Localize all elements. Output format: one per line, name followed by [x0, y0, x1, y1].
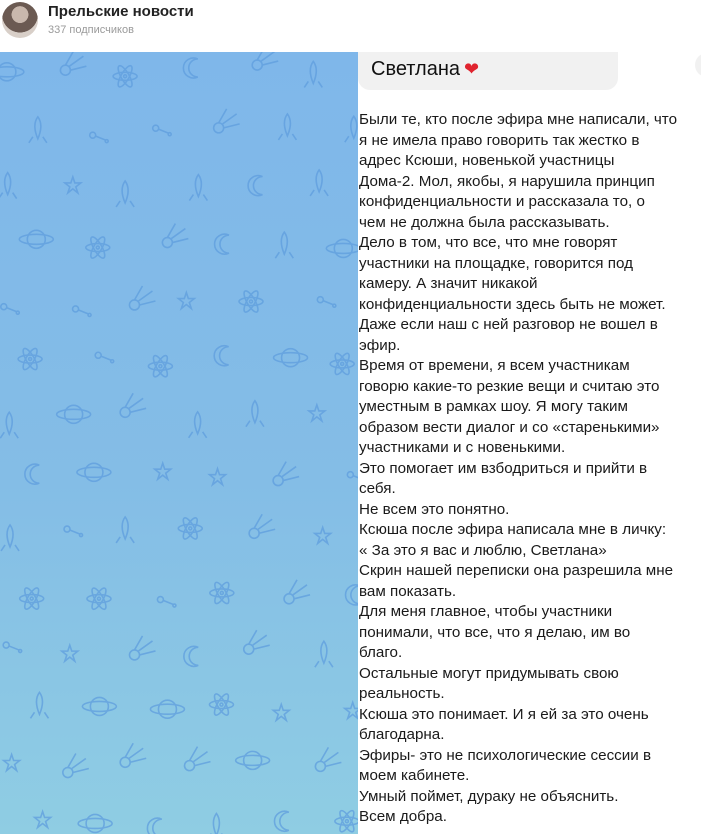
- rocket-doodle-icon: [116, 181, 134, 207]
- heart-icon: ❤: [463, 59, 480, 79]
- star-doodle-icon: [65, 177, 81, 193]
- post-body: [359, 110, 699, 828]
- rocket-doodle-icon: [310, 170, 328, 196]
- post-line: говорю какие-то резкие вещи и считаю это: [359, 377, 660, 395]
- rocket-doodle-icon: [207, 814, 225, 834]
- atom-doodle-icon: [209, 692, 233, 717]
- moon-doodle-icon: [25, 464, 39, 484]
- post-line: понимали, что все, что я делаю, им во: [359, 623, 631, 641]
- quote-author-name: [371, 58, 479, 81]
- ring-doodle-icon: [3, 642, 22, 653]
- post-line: образом вести диалог и со «старенькими»: [359, 418, 660, 436]
- post-line: Дома-2. Мол, якобы, я нарушила принцип: [359, 172, 655, 190]
- channel-header[interactable]: [0, 0, 701, 50]
- rocket-doodle-icon: [1, 525, 19, 551]
- comet-doodle-icon: [252, 52, 278, 70]
- comet-doodle-icon: [120, 743, 146, 767]
- post-line: « За это я вас и люблю, Светлана»: [359, 541, 607, 559]
- channel-avatar[interactable]: [2, 2, 38, 38]
- moon-doodle-icon: [248, 176, 262, 196]
- comet-doodle-icon: [185, 747, 211, 771]
- post-line: вам показать.: [359, 582, 457, 600]
- star-doodle-icon: [35, 811, 51, 827]
- atom-doodle-icon: [86, 235, 110, 260]
- rocket-doodle-icon: [189, 412, 207, 438]
- post-line: эфир.: [359, 336, 401, 354]
- star-doodle-icon: [4, 754, 20, 770]
- star-doodle-icon: [345, 702, 358, 718]
- post-line: Ксюша это понимает. И я ей за это очень: [359, 705, 649, 723]
- star-doodle-icon: [155, 463, 171, 479]
- post-line: чем не должна была рассказывать.: [359, 213, 610, 231]
- post-line: адрес Ксюши, новенькой участницы: [359, 152, 615, 169]
- chat-wallpaper: [0, 52, 358, 834]
- ring-doodle-icon: [95, 352, 114, 363]
- planet-doodle-icon: [150, 700, 184, 718]
- rocket-doodle-icon: [29, 117, 47, 143]
- star-doodle-icon: [309, 405, 325, 421]
- ring-doodle-icon: [317, 297, 336, 308]
- rocket-doodle-icon: [0, 173, 17, 199]
- star-doodle-icon: [178, 293, 194, 309]
- moon-doodle-icon: [274, 811, 288, 831]
- post-line: Время от времени, я всем участникам: [359, 357, 630, 374]
- post-line: реальность.: [359, 685, 445, 702]
- post-line: участники на площадке, говорится под: [359, 254, 633, 272]
- rocket-doodle-icon: [278, 114, 296, 140]
- rocket-doodle-icon: [116, 517, 134, 543]
- star-doodle-icon: [62, 645, 78, 661]
- quoted-header-card: [358, 52, 618, 90]
- post-line: благодарна.: [359, 726, 445, 743]
- moon-doodle-icon: [147, 818, 161, 834]
- planet-doodle-icon: [236, 751, 270, 769]
- planet-doodle-icon: [82, 697, 116, 715]
- comet-doodle-icon: [315, 747, 341, 771]
- post-line: Были те, кто после эфира мне написали, что: [359, 111, 678, 128]
- post-line: камеру. А значит никакой: [359, 275, 538, 292]
- rocket-doodle-icon: [315, 641, 333, 667]
- moon-doodle-icon: [215, 234, 229, 254]
- planet-doodle-icon: [274, 349, 308, 367]
- rocket-doodle-icon: [189, 175, 207, 201]
- planet-doodle-icon: [0, 63, 24, 81]
- atom-doodle-icon: [20, 586, 44, 611]
- post-line: конфиденциальности и рассказала то, о: [359, 193, 645, 210]
- ring-doodle-icon: [64, 526, 83, 537]
- comet-doodle-icon: [63, 754, 89, 778]
- planet-doodle-icon: [19, 230, 53, 248]
- comet-doodle-icon: [244, 630, 270, 654]
- rocket-doodle-icon: [246, 401, 264, 427]
- subscriber-count: 337 подписчиков: [48, 24, 134, 36]
- star-doodle-icon: [315, 527, 331, 543]
- post-line: Остальные могут придумывать свою: [359, 664, 619, 682]
- ring-doodle-icon: [1, 304, 20, 315]
- post-line: Это помогает им взбодриться и прийти в: [359, 459, 648, 477]
- atom-doodle-icon: [239, 289, 263, 314]
- post-line: уместным в рамках шоу. Я могу таким: [359, 398, 628, 415]
- atom-doodle-icon: [148, 354, 172, 379]
- comet-doodle-icon: [60, 52, 86, 75]
- planet-doodle-icon: [326, 239, 358, 257]
- ring-doodle-icon: [73, 306, 92, 317]
- rocket-doodle-icon: [30, 692, 48, 718]
- post-line: Дело в том, что все, что мне говорят: [359, 234, 618, 251]
- atom-doodle-icon: [87, 586, 111, 611]
- moon-doodle-icon: [184, 646, 198, 666]
- post-line: Умный поймет, дураку не объяснить.: [359, 787, 619, 805]
- atom-doodle-icon: [113, 64, 137, 89]
- channel-title[interactable]: Прельские новости: [48, 3, 194, 20]
- comet-doodle-icon: [214, 109, 240, 133]
- doodle-pattern: [0, 52, 358, 834]
- atom-doodle-icon: [335, 809, 358, 834]
- post-line: себя.: [359, 480, 396, 497]
- post-line: конфиденциальности здесь быть не может.: [359, 295, 666, 313]
- post-line: Не всем это понятно.: [359, 500, 510, 518]
- moon-doodle-icon: [214, 346, 228, 366]
- post-line: Даже если наш с ней разговор не вошел в: [359, 316, 658, 333]
- star-doodle-icon: [273, 704, 289, 720]
- ring-doodle-icon: [157, 597, 176, 608]
- moon-doodle-icon: [346, 585, 358, 605]
- ring-doodle-icon: [153, 125, 172, 136]
- atom-doodle-icon: [210, 581, 234, 606]
- comet-doodle-icon: [284, 580, 310, 604]
- rocket-doodle-icon: [345, 116, 358, 142]
- post-line: моем кабинете.: [359, 767, 470, 784]
- rocket-doodle-icon: [304, 61, 322, 87]
- post-line: благо.: [359, 644, 403, 661]
- ring-doodle-icon: [90, 132, 109, 143]
- post-line: я не имела право говорить так жестко в: [359, 131, 640, 149]
- quote-author-label: Светлана: [371, 58, 460, 80]
- atom-doodle-icon: [330, 352, 354, 377]
- planet-doodle-icon: [57, 405, 91, 423]
- planet-doodle-icon: [77, 463, 111, 481]
- comet-doodle-icon: [273, 462, 299, 486]
- rocket-doodle-icon: [0, 412, 18, 438]
- moon-doodle-icon: [183, 58, 197, 78]
- post-line: Всем добра.: [359, 808, 447, 825]
- rocket-doodle-icon: [275, 232, 293, 258]
- post-line: Ксюша после эфира написала мне в личку:: [359, 521, 667, 538]
- partial-round-button[interactable]: [695, 53, 701, 77]
- comet-doodle-icon: [120, 393, 146, 417]
- planet-doodle-icon: [78, 814, 112, 832]
- comet-doodle-icon: [249, 514, 275, 538]
- post-line: Для меня главное, чтобы участники: [359, 603, 613, 620]
- comet-doodle-icon: [130, 636, 156, 660]
- comet-doodle-icon: [129, 286, 155, 310]
- ring-doodle-icon: [347, 472, 358, 483]
- post-line: участниками и с новенькими.: [359, 439, 566, 456]
- atom-doodle-icon: [18, 347, 42, 372]
- atom-doodle-icon: [178, 516, 202, 541]
- post-line: Скрин нашей переписки она разрешила мне: [359, 562, 674, 579]
- comet-doodle-icon: [162, 224, 188, 248]
- post-line: Эфиры- это не психологические сессии в: [359, 746, 652, 764]
- star-doodle-icon: [210, 469, 226, 485]
